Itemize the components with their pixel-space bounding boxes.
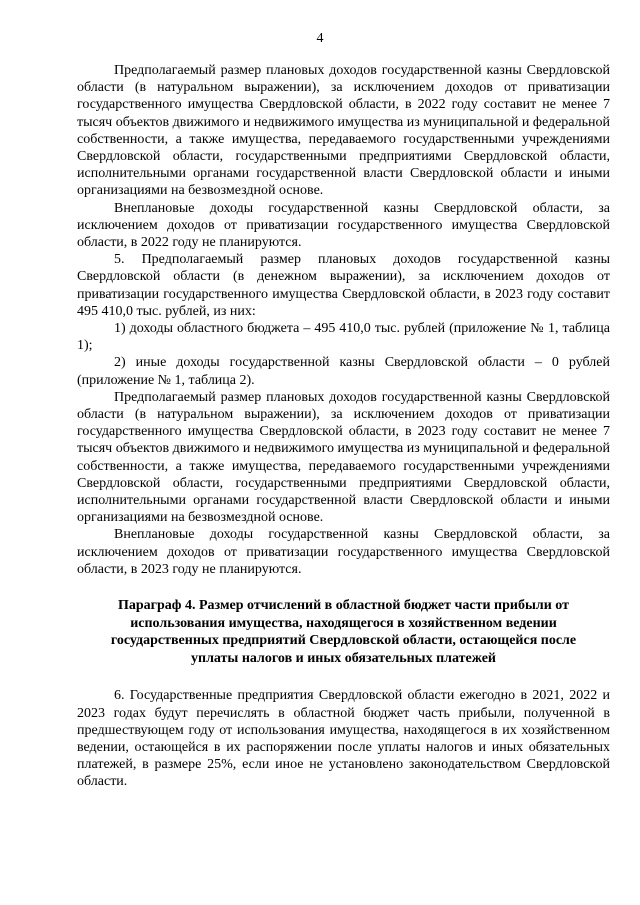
paragraph-unplanned-income-2023: Внеплановые доходы государственной казны Свердловской области, за исключением доходов от приватизации государственного имущества Свердловской области, в 2023 году не планируются.: [77, 527, 610, 577]
document-body: [77, 62, 610, 791]
paragraph-natural-income-2023: Предполагаемый размер плановых доходов государственной казны Свердловской области (в натуральном выражении), за исключением доходов от приватизации государственного имущества Свердловской области, в 2023 году составит не менее 7 тысяч объектов движимого и недвижимого имущества из муниципальной и федеральной собственности, а также имущества, передаваемого государственными учреждениями Свердловской области, государственными предприятиями Свердловской области, исполнительными органами государственной власти Свердловской области и иными организациями на безвозмездной основе.: [77, 389, 610, 526]
paragraph-subitem-1-regional-budget: 1) доходы областного бюджета – 495 410,0 тыс. рублей (приложение № 1, таблица 1);: [77, 321, 610, 354]
paragraph-unplanned-income-2022: Внеплановые доходы государственной казны Свердловской области, за исключением доходов от приватизации государственного имущества Свердловской области, в 2022 году не планируются.: [77, 200, 610, 251]
page-number: 4: [316, 31, 324, 46]
section-heading: Параграф 4. Размер отчислений в областной бюджет части прибыли от использования имущества, находящегося в хозяйственном ведении государственных предприятий Свердловской области, остающейся после уплаты налогов и иных обязательных платежей: [110, 598, 577, 666]
paragraph-natural-income-2022: Предполагаемый размер плановых доходов государственной казны Свердловской области (в натуральном выражении), за исключением доходов от приватизации государственного имущества Свердловской области, в 2022 году составит не менее 7 тысяч объектов движимого и недвижимого имущества из муниципальной и федеральной собственности, а также имущества, передаваемого государственными учреждениями Свердловской области, государственными предприятиями Свердловской области, исполнительными органами государственной власти Свердловской области и иными организациями на безвозмездной основе.: [77, 63, 610, 199]
paragraph-subitem-2-other-income: 2) иные доходы государственной казны Свердловской области – 0 рублей (приложение № 1, таблица 2).: [77, 355, 610, 388]
paragraph-item-5-monetary-income-2023: 5. Предполагаемый размер плановых доходов государственной казны Свердловской области (в денежном выражении), за исключением доходов от приватизации государственного имущества Свердловской области, в 2023 году составит 495 410,0 тыс. рублей, из них:: [77, 252, 610, 319]
paragraph-item-6-profit-share: 6. Государственные предприятия Свердловской области ежегодно в 2021, 2022 и 2023 годах будут перечислять в областной бюджет часть прибыли, полученной в предшествующем году от использования имущества, находящегося в их хозяйственном ведении, остающейся в их распоряжении после уплаты налогов и иных обязательных платежей, в размере 25%, если иное не установлено законодательством Свердловской области.: [77, 688, 610, 790]
